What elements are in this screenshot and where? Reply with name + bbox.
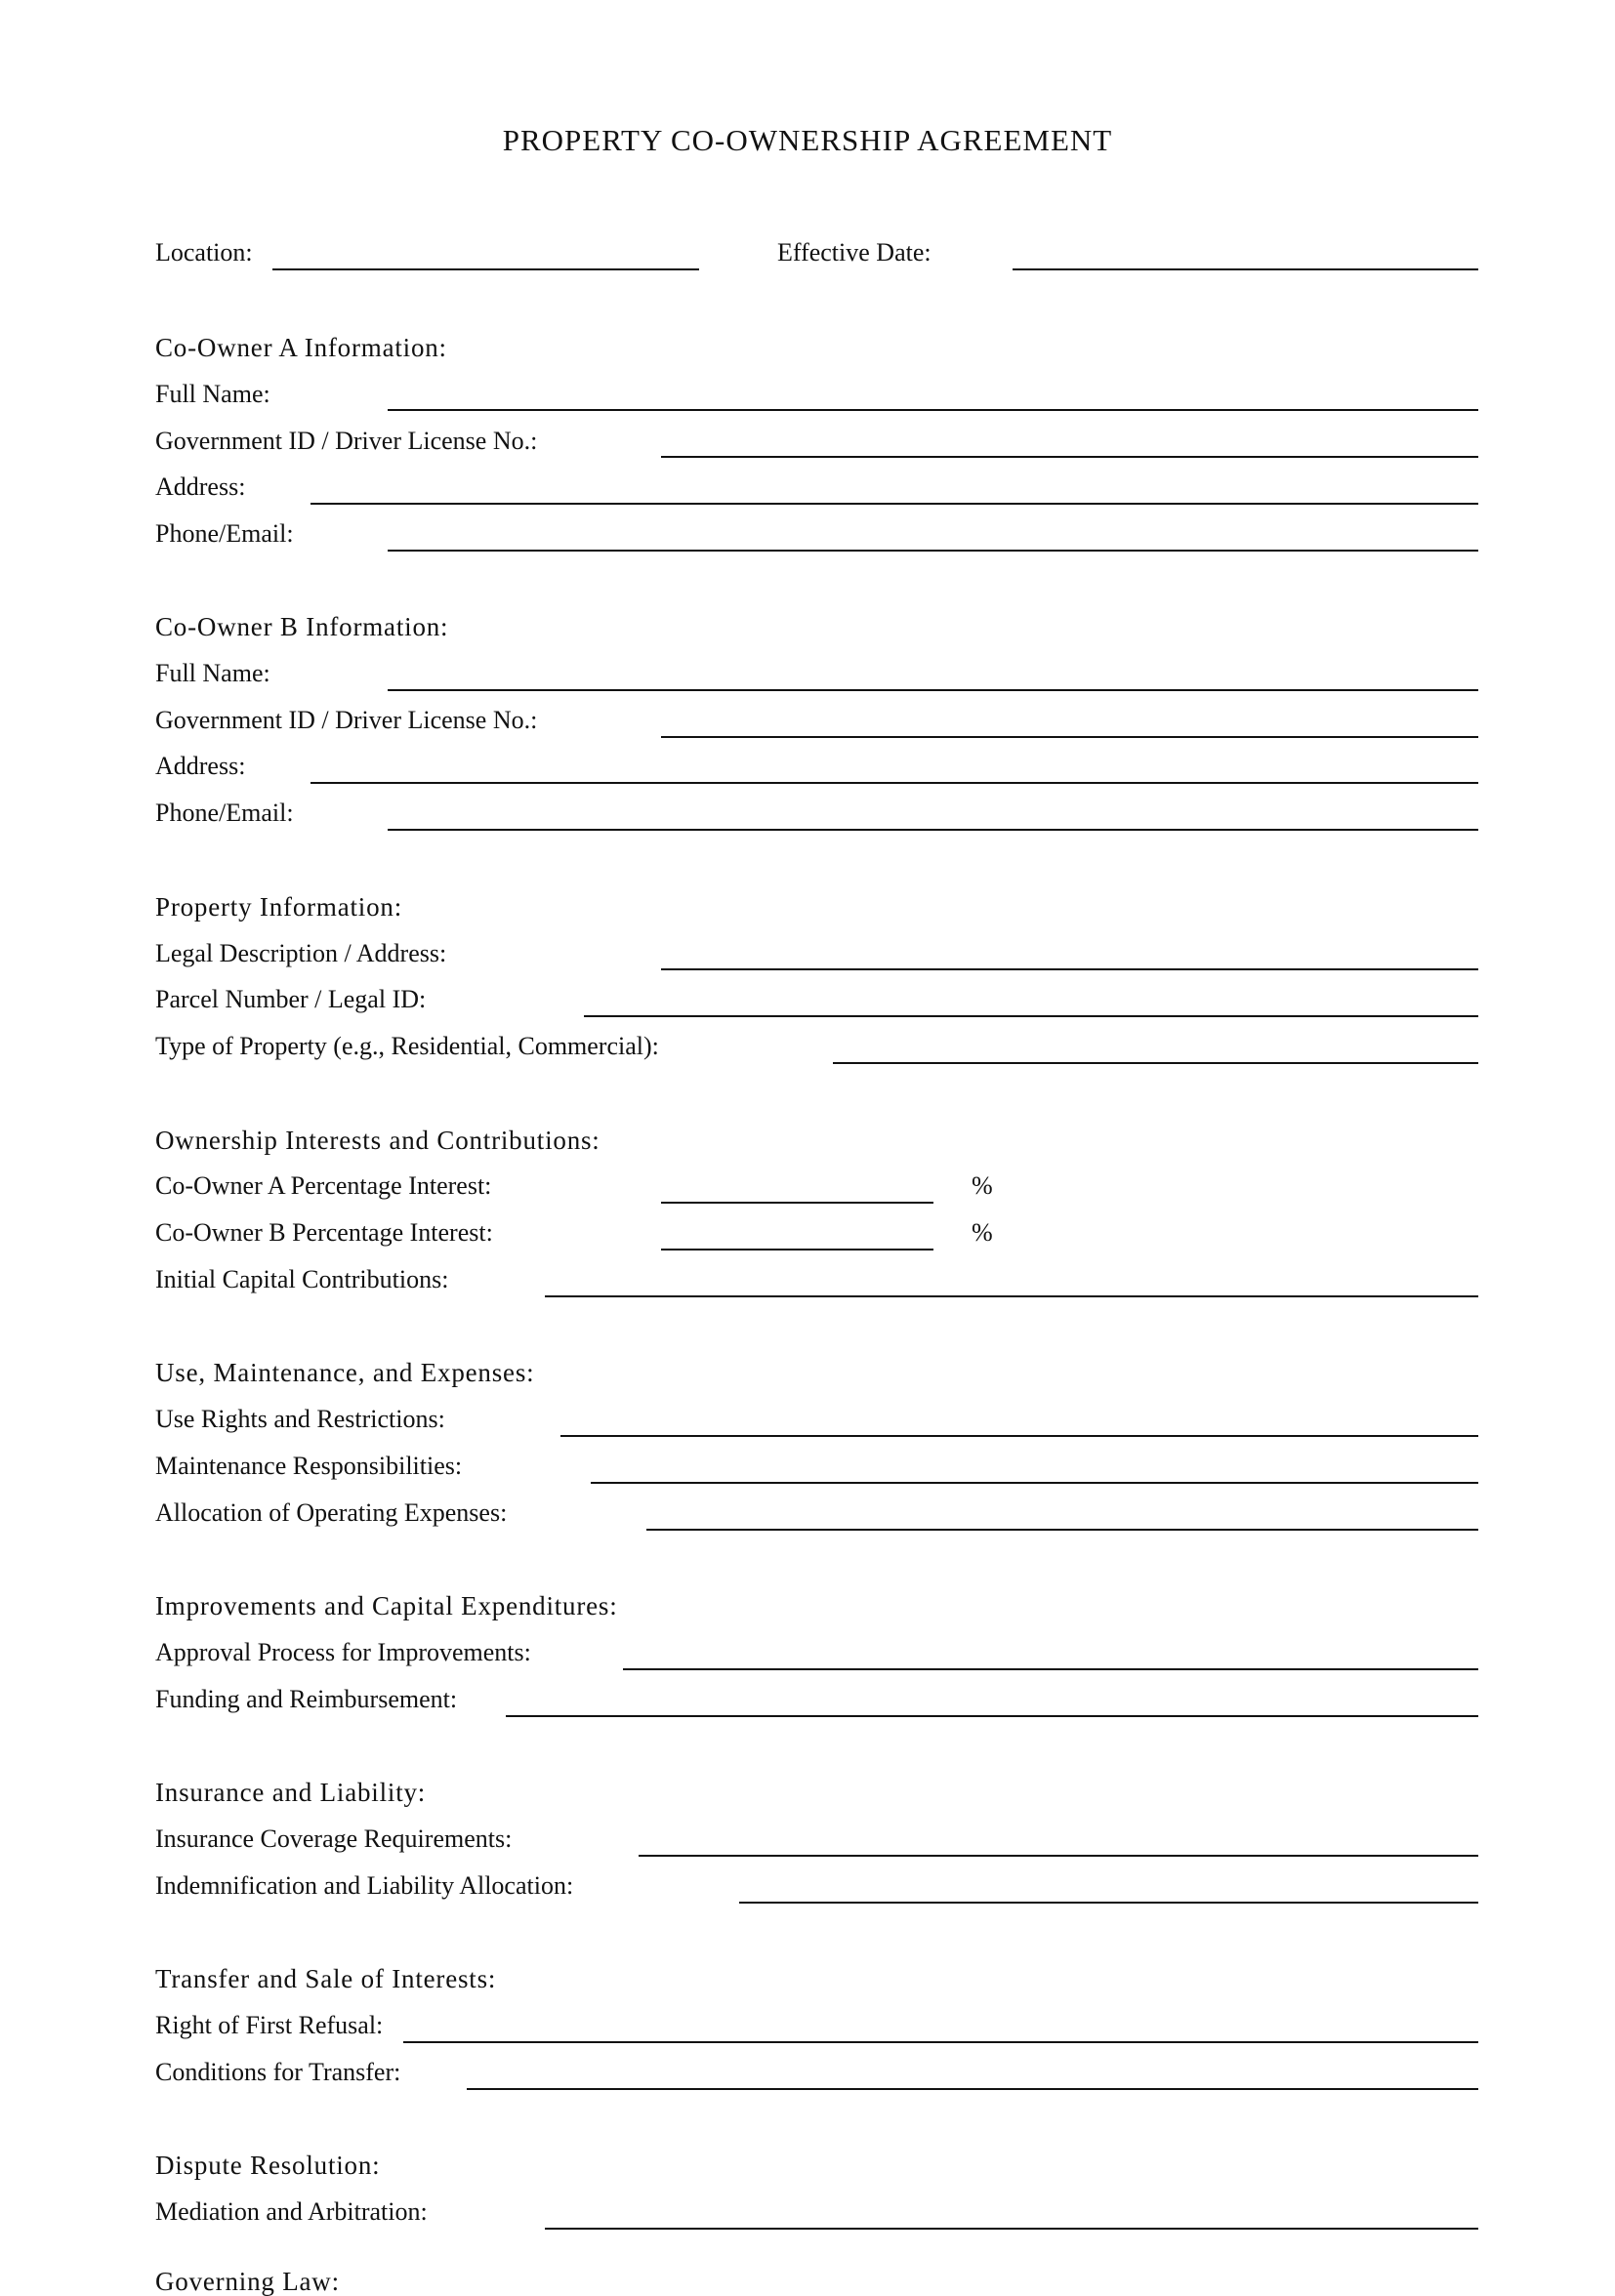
co-owner-b-phone-email-label: Phone/Email: — [155, 799, 294, 827]
operating-expenses-field[interactable] — [646, 1529, 1478, 1531]
governing-law-heading: Governing Law: — [155, 2267, 340, 2296]
co-owner-a-gov-id-label: Government ID / Driver License No.: — [155, 427, 538, 455]
co-owner-b-heading: Co-Owner B Information: — [155, 612, 449, 641]
co-owner-b-address-label: Address: — [155, 752, 246, 780]
first-refusal-field[interactable] — [403, 2041, 1478, 2043]
approval-process-label: Approval Process for Improvements: — [155, 1638, 531, 1666]
co-owner-b-address-field[interactable] — [311, 782, 1478, 784]
transfer-conditions-field[interactable] — [467, 2088, 1478, 2090]
location-label: Location: — [155, 238, 253, 266]
co-owner-a-percentage-field[interactable] — [661, 1202, 933, 1204]
document-title: PROPERTY CO-OWNERSHIP AGREEMENT — [502, 123, 1113, 157]
parcel-number-field[interactable] — [584, 1015, 1478, 1017]
co-owner-b-gov-id-label: Government ID / Driver License No.: — [155, 706, 538, 734]
use-rights-label: Use Rights and Restrictions: — [155, 1405, 445, 1433]
co-owner-a-full-name-label: Full Name: — [155, 380, 270, 408]
co-owner-a-full-name-field[interactable] — [388, 409, 1478, 411]
insurance-coverage-field[interactable] — [639, 1855, 1478, 1857]
funding-label: Funding and Reimbursement: — [155, 1685, 458, 1713]
co-owner-b-gov-id-field[interactable] — [661, 736, 1478, 738]
property-type-label: Type of Property (e.g., Residential, Commercial): — [155, 1032, 659, 1060]
property-type-field[interactable] — [833, 1062, 1478, 1064]
legal-description-field[interactable] — [661, 968, 1478, 970]
maintenance-field[interactable] — [591, 1482, 1478, 1484]
operating-expenses-label: Allocation of Operating Expenses: — [155, 1498, 508, 1527]
co-owner-a-gov-id-field[interactable] — [661, 456, 1478, 458]
parcel-number-label: Parcel Number / Legal ID: — [155, 985, 427, 1013]
legal-description-label: Legal Description / Address: — [155, 939, 447, 967]
effective-date-field[interactable] — [1013, 268, 1478, 270]
co-owner-a-heading: Co-Owner A Information: — [155, 333, 447, 362]
transfer-conditions-label: Conditions for Transfer: — [155, 2058, 401, 2086]
ownership-heading: Ownership Interests and Contributions: — [155, 1126, 600, 1155]
co-owner-a-phone-email-label: Phone/Email: — [155, 519, 294, 548]
property-heading: Property Information: — [155, 892, 402, 922]
dispute-heading: Dispute Resolution: — [155, 2151, 381, 2180]
effective-date-label: Effective Date: — [777, 238, 932, 266]
transfer-heading: Transfer and Sale of Interests: — [155, 1964, 497, 1993]
use-maintenance-heading: Use, Maintenance, and Expenses: — [155, 1358, 535, 1387]
use-rights-field[interactable] — [560, 1435, 1478, 1437]
co-owner-b-full-name-label: Full Name: — [155, 659, 270, 687]
capital-contributions-field[interactable] — [545, 1295, 1478, 1297]
first-refusal-label: Right of First Refusal: — [155, 2011, 384, 2039]
co-owner-b-phone-email-field[interactable] — [388, 829, 1478, 831]
co-owner-b-percentage-label: Co-Owner B Percentage Interest: — [155, 1218, 493, 1247]
co-owner-b-percent-symbol: % — [972, 1218, 993, 1247]
co-owner-b-full-name-field[interactable] — [388, 689, 1478, 691]
capital-contributions-label: Initial Capital Contributions: — [155, 1265, 449, 1293]
location-field[interactable] — [272, 268, 699, 270]
approval-process-field[interactable] — [623, 1668, 1478, 1670]
maintenance-label: Maintenance Responsibilities: — [155, 1452, 463, 1480]
indemnification-label: Indemnification and Liability Allocation: — [155, 1871, 574, 1900]
funding-field[interactable] — [506, 1715, 1478, 1717]
co-owner-a-address-field[interactable] — [311, 503, 1478, 505]
insurance-coverage-label: Insurance Coverage Requirements: — [155, 1824, 513, 1853]
insurance-heading: Insurance and Liability: — [155, 1778, 427, 1807]
mediation-field[interactable] — [545, 2228, 1478, 2230]
co-owner-b-percentage-field[interactable] — [661, 1249, 933, 1250]
co-owner-a-percent-symbol: % — [972, 1171, 993, 1200]
co-owner-a-address-label: Address: — [155, 472, 246, 501]
improvements-heading: Improvements and Capital Expenditures: — [155, 1591, 618, 1620]
indemnification-field[interactable] — [739, 1902, 1478, 1904]
mediation-label: Mediation and Arbitration: — [155, 2197, 428, 2226]
co-owner-a-phone-email-field[interactable] — [388, 550, 1478, 552]
co-owner-a-percentage-label: Co-Owner A Percentage Interest: — [155, 1171, 492, 1200]
